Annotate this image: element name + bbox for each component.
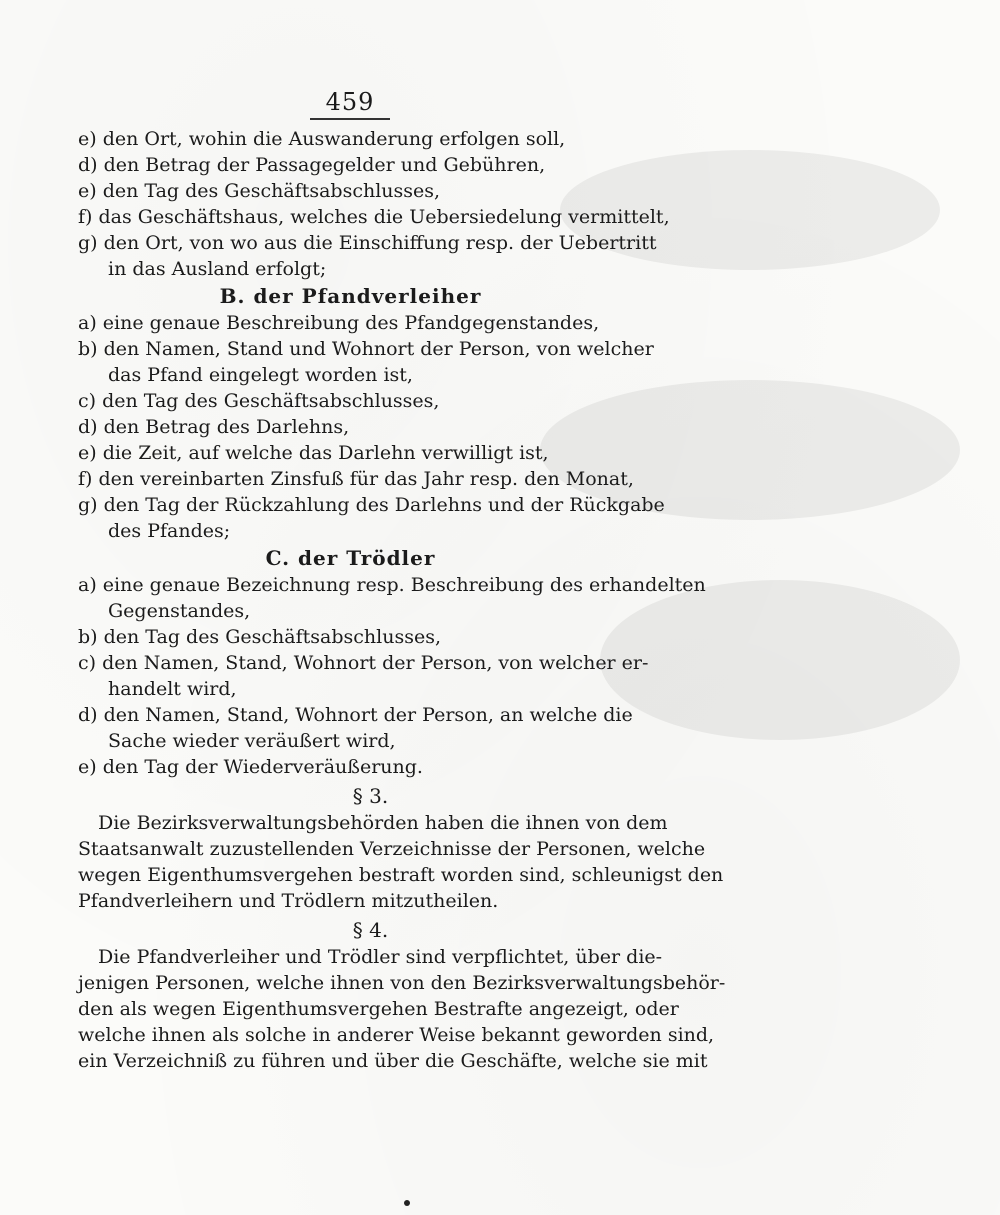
page-number: 459	[310, 88, 390, 120]
list-item: e) den Ort, wohin die Auswanderung erfolgen soll,	[78, 128, 566, 150]
list-item: b) den Tag des Geschäftsabschlusses,	[78, 626, 441, 648]
bleed-through-smudge	[600, 580, 960, 740]
list-item-continuation: das Pfand eingelegt worden ist,	[108, 364, 413, 386]
paragraph-line: ein Verzeichniß zu führen und über die Geschäfte, welche sie mit	[78, 1050, 708, 1072]
section-4-title: § 4.	[352, 918, 389, 942]
list-item-continuation: in das Ausland erfolgt;	[108, 258, 327, 280]
list-item: b) den Namen, Stand und Wohnort der Person, von welcher	[78, 338, 654, 360]
ink-dot	[404, 1200, 410, 1206]
list-item: g) den Ort, von wo aus die Einschiffung resp. der Uebertritt	[78, 232, 657, 254]
list-item-continuation: handelt wird,	[108, 678, 237, 700]
list-item: f) den vereinbarten Zinsfuß für das Jahr resp. den Monat,	[78, 468, 634, 490]
list-item: a) eine genaue Beschreibung des Pfandgegenstandes,	[78, 312, 600, 334]
paragraph-line: Die Pfandverleiher und Trödler sind verpflichtet, über die-	[98, 946, 663, 968]
document-body	[78, 126, 726, 1074]
list-item-continuation: Sache wieder veräußert wird,	[108, 730, 396, 752]
paragraph-line: wegen Eigenthumsvergehen bestraft worden sind, schleunigst den	[78, 864, 724, 886]
paragraph-line: den als wegen Eigenthumsvergehen Bestrafte angezeigt, oder	[78, 998, 679, 1020]
list-item: g) den Tag der Rückzahlung des Darlehns und der Rückgabe	[78, 494, 665, 516]
heading-pfandverleiher: B. der Pfandverleiher	[219, 284, 482, 308]
list-item: d) den Betrag des Darlehns,	[78, 416, 350, 438]
list-item: e) den Tag des Geschäftsabschlusses,	[78, 180, 441, 202]
list-item: e) die Zeit, auf welche das Darlehn verwilligt ist,	[78, 442, 549, 464]
paragraph-line: Staatsanwalt zuzustellenden Verzeichnisse der Personen, welche	[78, 838, 706, 860]
paragraph-line: Die Bezirksverwaltungsbehörden haben die ihnen von dem	[98, 812, 668, 834]
paragraph-line: welche ihnen als solche in anderer Weise bekannt geworden sind,	[78, 1024, 715, 1046]
section-3-title: § 3.	[352, 784, 389, 808]
list-item: c) den Namen, Stand, Wohnort der Person, von welcher er-	[78, 652, 649, 674]
list-item: a) eine genaue Bezeichnung resp. Beschreibung des erhandelten	[78, 574, 706, 596]
list-item: e) den Tag der Wiederveräußerung.	[78, 756, 423, 778]
list-item: c) den Tag des Geschäftsabschlusses,	[78, 390, 440, 412]
list-item: d) den Namen, Stand, Wohnort der Person, an welche die	[78, 704, 633, 726]
heading-troedler: C. der Trödler	[265, 546, 436, 570]
list-item-continuation: Gegenstandes,	[108, 600, 251, 622]
list-item-continuation: des Pfandes;	[108, 520, 231, 542]
paragraph-line: jenigen Personen, welche ihnen von den Bezirksverwaltungsbehör-	[78, 972, 726, 994]
list-item: d) den Betrag der Passagegelder und Gebühren,	[78, 154, 546, 176]
paragraph-line: Pfandverleihern und Trödlern mitzutheilen.	[78, 890, 499, 912]
list-item: f) das Geschäftshaus, welches die Uebersiedelung vermittelt,	[78, 206, 670, 228]
